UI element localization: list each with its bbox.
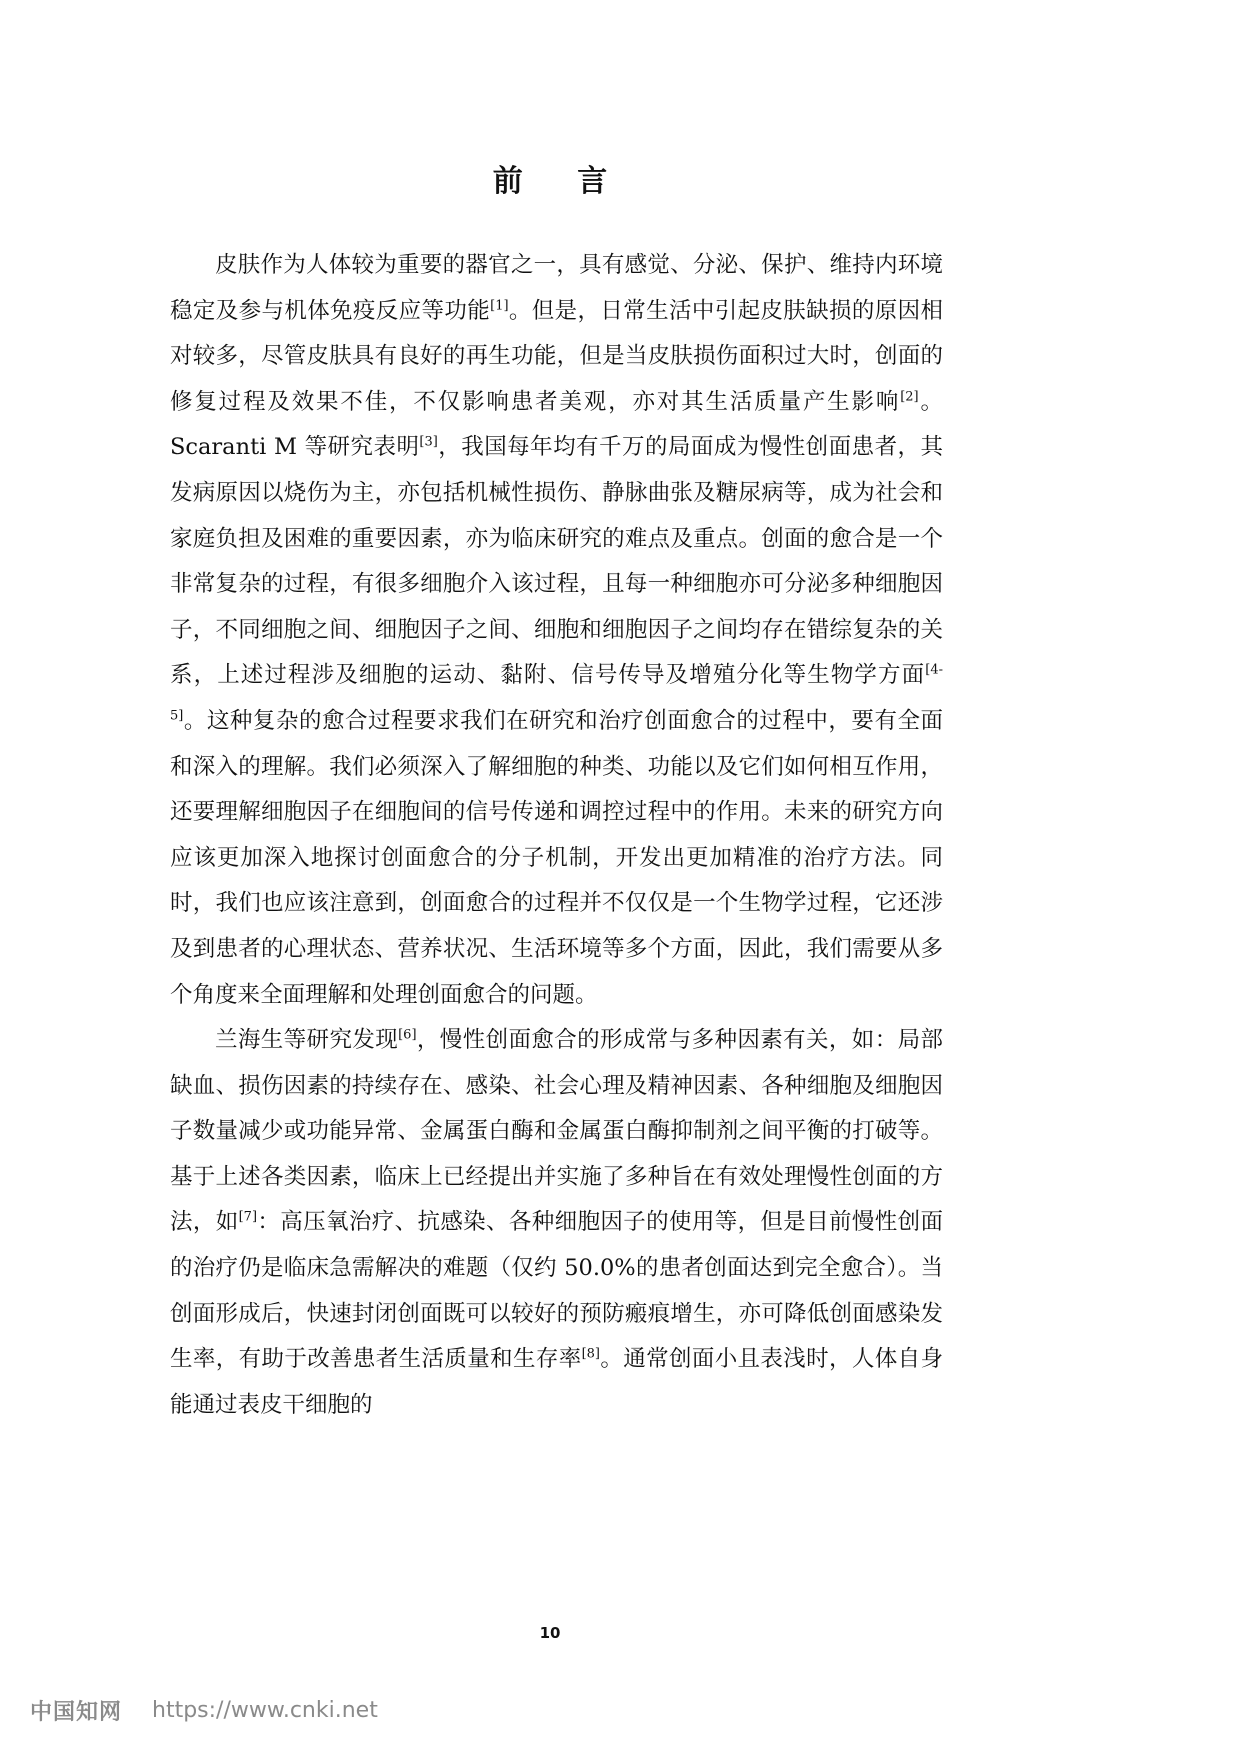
watermark-url: https://www.cnki.net: [152, 1697, 378, 1723]
paragraph-text: 皮肤作为人体较为重要的器官之一，具有感觉、分泌、保护、维持内环境稳定及参与机体免疫反应等功能: [170, 252, 943, 324]
paragraph-text: 。但是，日常生活中引起皮肤缺损的原因相对较多，尽管皮肤具有良好的再生功能，但是当皮肤损伤面积过大时，创面的修复过程及效果不佳，不仅影响患者美观，亦对其生活质量产生影响: [170, 297, 943, 415]
paragraph-text: ，慢性创面愈合的形成常与多种因素有关，如：局部缺血、损伤因素的持续存在、感染、社会心理及精神因素、各种细胞及细胞因子数量减少或功能异常、金属蛋白酶和金属蛋白酶抑制剂之间平衡的打破等。基于上述各类因素，临床上已经提出并实施了多种旨在有效处理慢性创面的方法，如: [170, 1027, 943, 1236]
body-text: [170, 243, 943, 1428]
paragraph-text: 兰海生等研究发现: [215, 1027, 399, 1054]
paragraph-text: ：高压氧治疗、抗感染、各种细胞因子的使用等，但是目前慢性创面的治疗仍是临床急需解决的难题（仅约 50.0%的患者创面达到完全愈合）。当创面形成后，快速封闭创面既可以较好的预防瘢痕增生，亦可降低创面感染发生率，有助于改善患者生活质量和生存率: [170, 1209, 943, 1373]
paragraph-text: 。通常创面小且表浅时，人体自身能通过表皮干细胞的: [170, 1346, 943, 1418]
paragraph: [170, 243, 943, 1018]
cnki-logo: 中国知网: [30, 1699, 123, 1725]
citation-ref: [6]: [398, 1027, 417, 1043]
paragraph-text: 。Scaranti M 等研究表明: [170, 388, 943, 461]
page-number: 10: [539, 1624, 561, 1642]
citation-ref: [3]: [419, 434, 438, 450]
citation-ref: [7]: [238, 1209, 258, 1225]
page-title: 前 言: [492, 164, 630, 199]
citation-ref: [2]: [900, 389, 919, 405]
paragraph: [170, 1018, 943, 1428]
citation-ref: [1]: [490, 298, 509, 314]
cnki-watermark: [30, 1692, 378, 1728]
citation-ref: [4-5]: [170, 662, 943, 724]
citation-ref: [8]: [581, 1346, 600, 1362]
paragraph-text: ，我国每年均有千万的局面成为慢性创面患者，其发病原因以烧伤为主，亦包括机械性损伤、静脉曲张及糖尿病等，成为社会和家庭负担及困难的重要因素，亦为临床研究的难点及重点。创面的愈合是一个非常复杂的过程，有很多细胞介入该过程，且每一种细胞亦可分泌多种细胞因子，不同细胞之间、细胞因子之间、细胞和细胞因子之间均存在错综复杂的关系，上述过程涉及细胞的运动、黏附、信号传导及增殖分化等生物学方面: [170, 434, 943, 689]
paragraph-text: 。这种复杂的愈合过程要求我们在研究和治疗创面愈合的过程中，要有全面和深入的理解。我们必须深入了解细胞的种类、功能以及它们如何相互作用，还要理解细胞因子在细胞间的信号传递和调控过程中的作用。未来的研究方向应该更加深入地探讨创面愈合的分子机制，开发出更加精准的治疗方法。同时，我们也应该注意到，创面愈合的过程并不仅仅是一个生物学过程，它还涉及到患者的心理状态、营养状况、生活环境等多个方面，因此，我们需要从多个角度来全面理解和处理创面愈合的问题。: [170, 707, 943, 1008]
